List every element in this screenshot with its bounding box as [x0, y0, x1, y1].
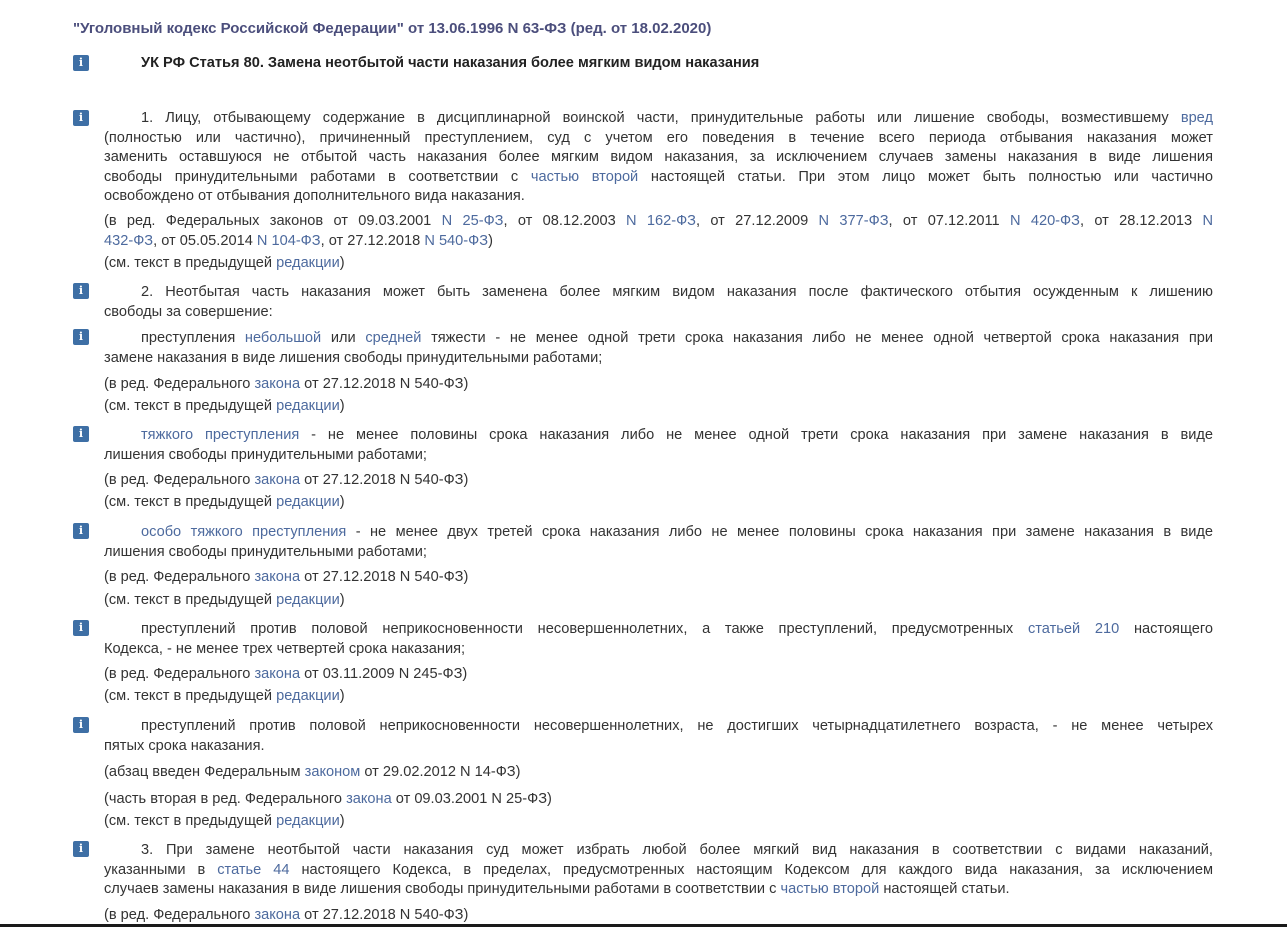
link-432-fz-b[interactable]: 432-ФЗ — [104, 232, 154, 249]
link-law[interactable]: закона — [254, 569, 301, 585]
link-432-fz-a[interactable]: N — [1202, 213, 1214, 229]
link-grave-crime[interactable]: тяжкого преступления — [141, 427, 300, 443]
link-previous-edition[interactable]: редакции — [276, 494, 340, 510]
previous-text-note: (см. текст в предыдущей редакции) — [104, 255, 345, 271]
link-previous-edition[interactable]: редакции — [276, 592, 340, 608]
info-icon[interactable]: i — [73, 426, 89, 442]
previous-text-note: (см. текст в предыдущей редакции) — [104, 398, 345, 414]
link-law[interactable]: закона — [254, 907, 301, 923]
part-3-paragraph: 3. При замене неотбытой части наказания суд может избрать любой более мягкий вид наказания в соответствии с видами наказаний, указанными в статье 44 настоящего Кодекса, в пределах, предусмотренных настоящим Кодексом для каждого вида наказания, за исключением случаев замены наказания в виде лишения свободы принудительными работами в соответствии с частью второй настоящей статьи. — [104, 842, 1214, 897]
link-law[interactable]: закона — [254, 376, 301, 392]
revision-note: (в ред. Федерального закона от 27.12.2018 N 540-ФЗ) — [104, 907, 469, 923]
info-icon[interactable]: i — [73, 110, 89, 126]
link-previous-edition[interactable]: редакции — [276, 255, 340, 271]
previous-text-note: (см. текст в предыдущей редакции) — [104, 592, 345, 608]
link-small-gravity[interactable]: небольшой — [244, 330, 322, 346]
part-2-grave: тяжкого преступления - не менее половины срока наказания либо не менее одной трети срока наказания при замене наказания в виде лишения свободы принудительными работами; — [104, 427, 1213, 463]
part-2-especially-grave: особо тяжкого преступления - не менее двух третей срока наказания либо не менее половины срока наказания при замене наказания в виде лишения свободы принудительными работами; — [104, 524, 1214, 560]
link-540-fz[interactable]: N 540-ФЗ — [424, 232, 489, 249]
part-2-paragraph: 2. Неотбытая часть наказания может быть заменена более мягким видом наказания после фактического отбытия осужденным к лишению свободы за совершение: — [104, 284, 1213, 320]
link-especially-grave-crime[interactable]: особо тяжкого преступления — [141, 524, 347, 540]
link-medium-gravity[interactable]: средней — [365, 330, 422, 346]
info-icon[interactable]: i — [73, 283, 89, 299]
part-2-minors-under-14: преступлений против половой неприкосновенности несовершеннолетних, не достигших четырнадцатилетнего возраста, - не менее четырех пятых срока наказания. — [104, 718, 1213, 754]
document-title: "Уголовный кодекс Российской Федерации" от 13.06.1996 N 63-ФЗ (ред. от 18.02.2020) — [73, 20, 712, 37]
article-title: УК РФ Статья 80. Замена неотбытой части наказания более мягким видом наказания — [141, 55, 760, 71]
previous-text-note: (см. текст в предыдущей редакции) — [104, 688, 345, 704]
link-104-fz[interactable]: N 104-ФЗ — [256, 232, 321, 249]
part-2-minors: преступлений против половой неприкосновенности несовершеннолетних, а также преступлений, предусмотренных статьей 210 настоящего Кодекса, - не менее трех четвертей срока наказания; — [104, 621, 1214, 657]
link-25-fz[interactable]: N 25-ФЗ — [441, 213, 504, 229]
info-icon[interactable]: i — [73, 523, 89, 539]
link-162-fz[interactable]: N 162-ФЗ — [626, 213, 697, 229]
link-420-fz[interactable]: N 420-ФЗ — [1009, 213, 1080, 229]
revision-note: (в ред. Федеральных законов от 09.03.2001 N 25-ФЗ, от 08.12.2003 N 162-ФЗ, от 27.12.2009 N 377-ФЗ, от 07.12.2011 N 420-ФЗ, от 28.12.2013 N 432-ФЗ, от 05.05.2014 N 104-ФЗ, от 27.12.2018 N 540-ФЗ) — [104, 213, 1214, 249]
previous-text-note: (см. текст в предыдущей редакции) — [104, 813, 345, 829]
part-2-small-medium: преступления небольшой или средней тяжести - не менее одной трети срока наказания либо не менее одной четвертой срока наказания при замене наказания в виде лишения свободы принудительными работами; — [104, 330, 1213, 366]
revision-note: (в ред. Федерального закона от 27.12.2018 N 540-ФЗ) — [104, 569, 469, 585]
link-part-two[interactable]: частью второй — [530, 168, 639, 185]
info-icon[interactable]: i — [73, 620, 89, 636]
info-icon[interactable]: i — [73, 841, 89, 857]
link-article-210[interactable]: статьей 210 — [1027, 621, 1120, 637]
link-article-44[interactable]: статье 44 — [217, 861, 290, 878]
link-previous-edition[interactable]: редакции — [276, 813, 340, 829]
previous-text-note: (см. текст в предыдущей редакции) — [104, 494, 345, 510]
link-law[interactable]: закона — [346, 791, 392, 807]
revision-note: (в ред. Федерального закона от 27.12.2018 N 540-ФЗ) — [104, 376, 469, 392]
link-previous-edition[interactable]: редакции — [276, 688, 340, 704]
info-icon[interactable]: i — [73, 717, 89, 733]
link-part-two[interactable]: частью второй — [780, 881, 880, 897]
revision-note: (в ред. Федерального закона от 27.12.2018 N 540-ФЗ) — [104, 472, 469, 488]
link-law[interactable]: закона — [254, 472, 301, 488]
paragraph-added-note: (абзац введен Федеральным законом от 29.02.2012 N 14-ФЗ) — [104, 764, 521, 780]
link-previous-edition[interactable]: редакции — [276, 398, 340, 414]
info-icon[interactable]: i — [73, 329, 89, 345]
link-law[interactable]: закона — [254, 666, 301, 682]
link-law[interactable]: законом — [304, 764, 361, 780]
link-vred[interactable]: вред — [1180, 110, 1213, 126]
link-377-fz[interactable]: N 377-ФЗ — [818, 213, 889, 229]
revision-note: (в ред. Федерального закона от 03.11.2009 N 245-ФЗ) — [104, 666, 468, 682]
info-icon[interactable]: i — [73, 55, 89, 71]
part-1-paragraph: 1. Лицу, отбывающему содержание в дисциплинарной воинской части, принудительные работы или лишение свободы, возместившему вред (полностью или частично), причиненный преступлением, суд с учетом его поведения в течение всего периода отбывания наказания может заменить оставшуюся не отбытой часть наказания более мягким видом наказания, за исключением случаев замены наказания в виде лишения свободы принудительными работами в соответствии с частью второй настоящей статьи. При этом лицо может быть полностью или частично освобождено от отбывания дополнительного вида наказания. — [104, 110, 1214, 204]
part-two-revision-note: (часть вторая в ред. Федерального закона от 09.03.2001 N 25-ФЗ) — [104, 791, 552, 807]
